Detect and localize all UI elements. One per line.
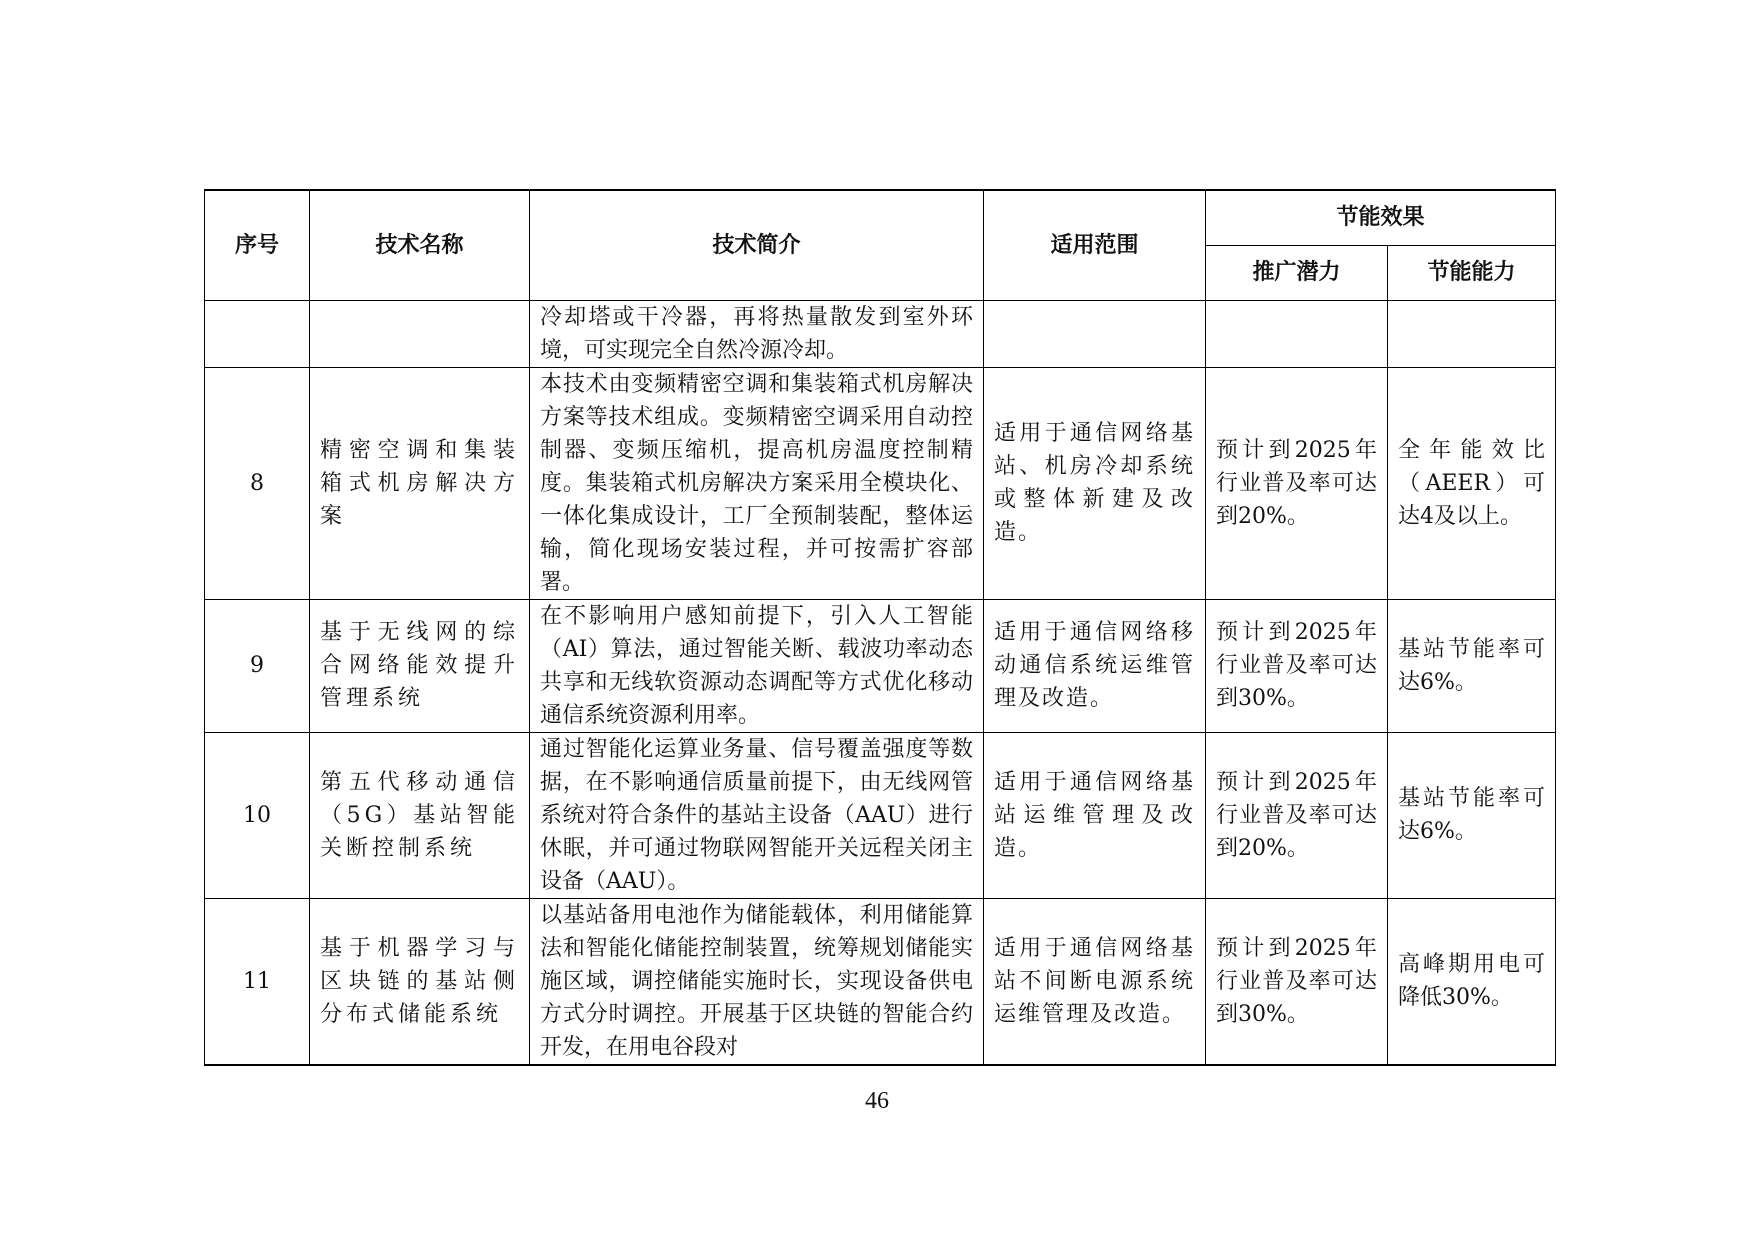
header-scope: 适用范围 bbox=[984, 190, 1206, 300]
cell-scope: 适用于通信网络基站不间断电源系统运维管理及改造。 bbox=[984, 898, 1206, 1065]
cell-capacity: 基站节能率可达6%。 bbox=[1388, 732, 1556, 898]
cell-potential: 预计到2025年行业普及率可达到20%。 bbox=[1206, 732, 1388, 898]
cell-intro: 冷却塔或干冷器，再将热量散发到室外环境，可实现完全自然冷源冷却。 bbox=[530, 300, 984, 367]
cell-scope: 适用于通信网络基站运维管理及改造。 bbox=[984, 732, 1206, 898]
table-row bbox=[205, 732, 1556, 898]
header-effect: 节能效果 bbox=[1206, 190, 1556, 245]
cell-scope bbox=[984, 300, 1206, 367]
cell-capacity: 基站节能率可达6%。 bbox=[1388, 599, 1556, 732]
cell-name: 精密空调和集装箱式机房解决方案 bbox=[310, 367, 530, 599]
header-potential: 推广潜力 bbox=[1206, 245, 1388, 300]
header-index: 序号 bbox=[205, 190, 310, 300]
cell-index: 9 bbox=[205, 599, 310, 732]
energy-saving-technology-table bbox=[204, 189, 1556, 1066]
cell-intro: 以基站备用电池作为储能载体，利用储能算法和智能化储能控制装置，统筹规划储能实施区域，调控储能实施时长，实现设备供电方式分时调控。开展基于区块链的智能合约开发，在用电谷段对 bbox=[530, 898, 984, 1065]
cell-name bbox=[310, 300, 530, 367]
header-capacity: 节能能力 bbox=[1388, 245, 1556, 300]
cell-potential: 预计到2025年行业普及率可达到20%。 bbox=[1206, 367, 1388, 599]
cell-scope: 适用于通信网络基站、机房冷却系统或整体新建及改造。 bbox=[984, 367, 1206, 599]
table-row bbox=[205, 599, 1556, 732]
cell-name: 第五代移动通信（5G）基站智能关断控制系统 bbox=[310, 732, 530, 898]
cell-name: 基于机器学习与区块链的基站侧分布式储能系统 bbox=[310, 898, 530, 1065]
cell-capacity: 全年能效比（AEER）可达4及以上。 bbox=[1388, 367, 1556, 599]
cell-index bbox=[205, 300, 310, 367]
cell-intro: 通过智能化运算业务量、信号覆盖强度等数据，在不影响通信质量前提下，由无线网管系统对符合条件的基站主设备（AAU）进行休眠，并可通过物联网智能开关远程关闭主设备（AAU）。 bbox=[530, 732, 984, 898]
cell-potential bbox=[1206, 300, 1388, 367]
page-number: 46 bbox=[865, 1088, 889, 1114]
cell-potential: 预计到2025年行业普及率可达到30%。 bbox=[1206, 898, 1388, 1065]
table-row bbox=[205, 300, 1556, 367]
cell-potential: 预计到2025年行业普及率可达到30%。 bbox=[1206, 599, 1388, 732]
header-intro: 技术简介 bbox=[530, 190, 984, 300]
cell-capacity: 高峰期用电可降低30%。 bbox=[1388, 898, 1556, 1065]
table-row bbox=[205, 898, 1556, 1065]
cell-intro: 本技术由变频精密空调和集装箱式机房解决方案等技术组成。变频精密空调采用自动控制器、变频压缩机，提高机房温度控制精度。集装箱式机房解决方案采用全模块化、一体化集成设计，工厂全预制装配，整体运输，简化现场安装过程，并可按需扩容部署。 bbox=[530, 367, 984, 599]
table-row bbox=[205, 367, 1556, 599]
cell-intro: 在不影响用户感知前提下，引入人工智能（AI）算法，通过智能关断、载波功率动态共享和无线软资源动态调配等方式优化移动通信系统资源利用率。 bbox=[530, 599, 984, 732]
header-name: 技术名称 bbox=[310, 190, 530, 300]
cell-index: 10 bbox=[205, 732, 310, 898]
cell-scope: 适用于通信网络移动通信系统运维管理及改造。 bbox=[984, 599, 1206, 732]
cell-capacity bbox=[1388, 300, 1556, 367]
cell-name: 基于无线网的综合网络能效提升管理系统 bbox=[310, 599, 530, 732]
cell-index: 11 bbox=[205, 898, 310, 1065]
cell-index: 8 bbox=[205, 367, 310, 599]
